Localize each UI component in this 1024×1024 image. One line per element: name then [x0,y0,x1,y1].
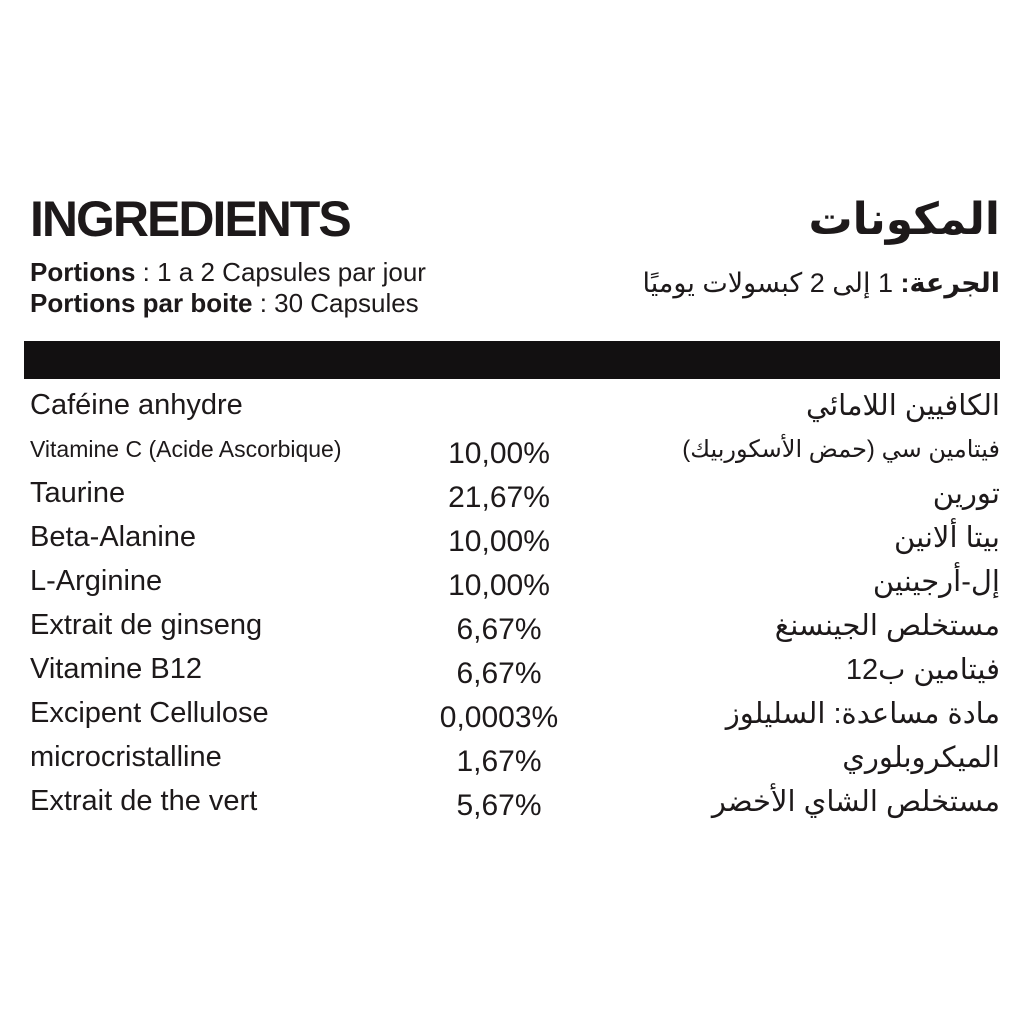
ingredient-name-fr: Vitamine C (Acide Ascorbique) [30,435,342,462]
ingredient-name-fr: microcristalline [30,740,222,773]
ingredient-percent: 6,67% [456,657,542,690]
ingredient-row-vitamine-b12 [24,647,1000,691]
ingredient-name-fr: L-Arginine [30,564,163,597]
ingredient-name-ar: الميكروبلوري [842,741,1000,774]
ingredient-percent: 10,00% [448,525,550,558]
ingredient-name-fr: Beta-Alanine [30,520,197,553]
ingredient-percent: 10,00% [448,437,550,470]
dosage-label-ar: الجرعة: [900,268,1000,298]
ingredient-percent: 10,00% [448,569,550,602]
ingredient-name-ar: مستخلص الشاي الأخضر [711,785,1000,818]
ingredient-name-fr: Extrait de ginseng [30,608,263,641]
ingredient-percent: 6,67% [456,613,542,646]
header-french-block [24,193,426,319]
ingredient-percent: 21,67% [448,481,550,514]
ingredients-title-fr: INGREDIENTS [30,191,350,247]
ingredient-name-ar: بيتا ألانين [894,521,1000,554]
divider-bar [24,341,1000,379]
ingredient-row-excipent-cellulose [24,691,1000,735]
portions-per-box-value: : 30 Capsules [252,288,419,318]
dosage-value-ar: 1 إلى 2 كبسولات يوميًا [642,268,901,298]
ingredient-row-microcristalline [24,735,1000,779]
ingredient-row-beta-alanine [24,515,1000,559]
ingredient-row-l-arginine [24,559,1000,603]
label-header [24,193,1000,319]
ingredient-name-ar: فيتامين ب12 [845,653,1000,686]
ingredient-name-fr: Extrait de the vert [30,784,258,817]
portions-value: : 1 a 2 Capsules par jour [135,257,426,287]
ingredient-name-fr: Taurine [30,476,126,509]
ingredient-name-fr: Excipent Cellulose [30,696,269,729]
dosage-line-ar [643,267,1000,299]
ingredient-percent: 0,0003% [439,701,559,734]
header-arabic-block [643,193,1000,299]
ingredients-title-ar: المكونات [808,195,1000,244]
ingredient-name-fr: Vitamine B12 [30,652,202,685]
ingredient-name-ar: فيتامين سي (حمض الأسكوربيك) [682,435,1000,463]
ingredient-row-vitamine-c [24,427,1000,471]
ingredient-row-ginseng [24,603,1000,647]
ingredient-percent: 1,67% [456,745,542,778]
portions-line [30,257,426,288]
ingredient-percent: 5,67% [456,789,542,822]
ingredient-name-ar: مستخلص الجينسنغ [774,609,1000,642]
ingredient-name-ar: مادة مساعدة: السليلوز [725,697,1000,730]
ingredient-name-fr: Caféine anhydre [30,388,243,421]
portions-per-box-line [30,288,426,319]
portions-per-box-label: Portions par boite [30,288,253,318]
ingredient-row-cafeine [24,383,1000,427]
ingredient-name-ar: الكافيين اللامائي [805,389,1000,422]
ingredient-name-ar: إل-أرجينين [872,565,1000,598]
portions-label: Portions [30,257,136,287]
ingredient-name-ar: تورين [932,477,1000,510]
ingredient-row-taurine [24,471,1000,515]
ingredient-row-the-vert [24,779,1000,823]
ingredients-table [24,383,1000,823]
